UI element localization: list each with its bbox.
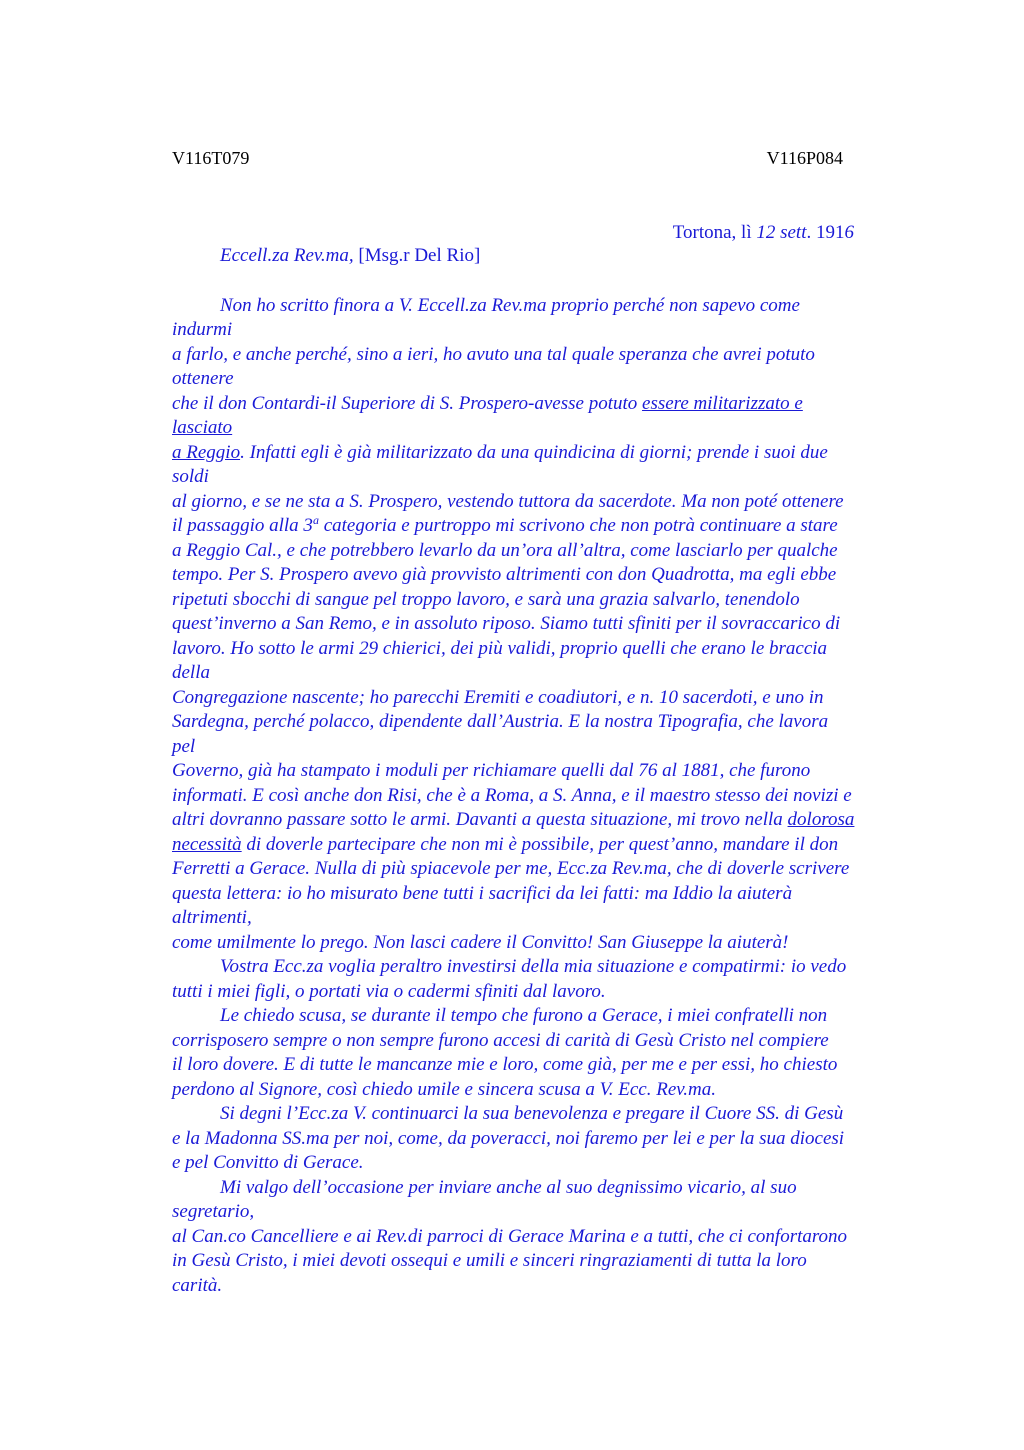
- text-segment: il passaggio alla 3: [172, 515, 313, 536]
- body-line: indurmi: [172, 319, 233, 340]
- dateline-place: Tortona, lì: [672, 222, 757, 243]
- body-line: Mi valgo dell’occasione per inviare anche al suo degnissimo vicario, al suo: [220, 1177, 797, 1198]
- body-line: [172, 441, 828, 466]
- body-line: a Reggio Cal., e che potrebbero levarlo da un’ora all’altra, come lasciarlo per qualche: [172, 540, 838, 561]
- body-line: perdono al Signore, così chiedo umile e sincera scusa a V. Ecc. Rev.ma.: [172, 1079, 717, 1100]
- body-line: Si degni l’Ecc.za V. continuarci la sua benevolenza e pregare il Cuore SS. di Gesù: [220, 1103, 844, 1124]
- text-segment: . Infatti egli è già militarizzato da una quindicina di giorni; prende i suoi due: [240, 442, 828, 463]
- body-line: tutti i miei figli, o portati via o cadermi sfiniti dal lavoro.: [172, 981, 606, 1002]
- underlined-phrase: dolorosa: [787, 809, 855, 830]
- dateline-year-digit: 6: [844, 222, 854, 243]
- dateline-sep: .: [806, 222, 816, 243]
- text-segment: che il don Contardi-il Superiore di S. Prospero-avesse potuto: [172, 393, 643, 414]
- body-line: al giorno, e se ne sta a S. Prospero, vestendo tuttora da sacerdote. Ma non poté ottenere: [172, 491, 844, 512]
- body-line: soldi: [172, 466, 209, 487]
- text-segment: altri dovranno passare sotto le armi. Davanti a questa situazione, mi trovo nella: [172, 809, 788, 830]
- body-line: come umilmente lo prego. Non lasci cadere il Convitto! San Giuseppe la aiuterà!: [172, 932, 789, 953]
- body-line: segretario,: [172, 1201, 255, 1222]
- body-line: a farlo, e anche perché, sino a ieri, ho avuto una tal quale speranza che avrei potuto: [172, 344, 815, 365]
- salutation: [220, 244, 480, 269]
- body-line: Ferretti a Gerace. Nulla di più spiacevole per me, Ecc.za Rev.ma, che di doverle scrivere: [172, 858, 850, 879]
- body-line: [172, 416, 232, 441]
- body-line: informati. E così anche don Risi, che è a Roma, a S. Anna, e il maestro stesso dei novizi e: [172, 785, 852, 806]
- body-line: della: [172, 662, 210, 683]
- body-line: e pel Convitto di Gerace.: [172, 1152, 364, 1173]
- body-line: al Can.co Cancelliere e ai Rev.di parroci di Gerace Marina e a tutti, che ci confortarono: [172, 1226, 848, 1247]
- body-line: questa lettera: io ho misurato bene tutti i sacrifici da lei fatti: ma Iddio la aiuterà: [172, 883, 793, 904]
- body-line: in Gesù Cristo, i miei devoti ossequi e umili e sinceri ringraziamenti di tutta la loro: [172, 1250, 807, 1271]
- body-line: il loro dovere. E di tutte le mancanze mie e loro, come già, per me e per essi, ho chiesto: [172, 1054, 838, 1075]
- body-line: lavoro. Ho sotto le armi 29 chierici, dei più validi, proprio quelli che erano le braccia: [172, 638, 828, 659]
- dateline: [673, 221, 854, 245]
- dateline-year: 191: [816, 222, 845, 243]
- body-line: pel: [172, 736, 196, 757]
- body-line: altrimenti,: [172, 907, 252, 928]
- text-segment: categoria e purtroppo mi scrivono che non potrà continuare a stare: [318, 515, 838, 536]
- body-line: [172, 392, 803, 417]
- right-reference-code: V116P084: [766, 148, 843, 168]
- body-line: [172, 514, 838, 539]
- body-line: ottenere: [172, 368, 234, 389]
- underlined-phrase: essere militarizzato e: [642, 393, 803, 414]
- superscript: a: [312, 513, 319, 527]
- body-line: Congregazione nascente; ho parecchi Eremiti e coadiutori, e n. 10 sacerdoti, e uno in: [172, 687, 824, 708]
- body-line: quest’inverno a San Remo, e in assoluto riposo. Siamo tutti sfiniti per il sovraccarico di: [172, 613, 841, 634]
- body-line: [172, 833, 838, 858]
- body-line: Non ho scritto finora a V. Eccell.za Rev.ma proprio perché non sapevo come: [220, 295, 800, 316]
- underlined-phrase: lasciato: [172, 417, 233, 438]
- underlined-phrase: necessità: [172, 834, 242, 855]
- body-line: [172, 808, 854, 833]
- body-line: Sardegna, perché polacco, dipendente dall’Austria. E la nostra Tipografia, che lavora: [172, 711, 829, 732]
- body-line: Governo, già ha stampato i moduli per richiamare quelli dal 76 al 1881, che furono: [172, 760, 811, 781]
- addressee: [Msg.r Del Rio]: [358, 245, 481, 266]
- dateline-day: 12 sett: [756, 222, 807, 243]
- body-line: corrisposero sempre o non sempre furono accesi di carità di Gesù Cristo nel compiere: [172, 1030, 829, 1051]
- body-line: carità.: [172, 1275, 223, 1296]
- body-line: ripetuti sbocchi di sangue pel troppo lavoro, e sarà una grazia salvarlo, tenendolo: [172, 589, 800, 610]
- body-line: Vostra Ecc.za voglia peraltro investirsi della mia situazione e compatirmi: io vedo: [220, 956, 847, 977]
- left-reference-code: V116T079: [172, 148, 250, 168]
- body-line: tempo. Per S. Prospero avevo già provvisto altrimenti con don Quadrotta, ma egli ebbe: [172, 564, 837, 585]
- underlined-phrase: a Reggio: [172, 442, 241, 463]
- body-line: e la Madonna SS.ma per noi, come, da poveracci, noi faremo per lei e per la sua diocesi: [172, 1128, 845, 1149]
- text-segment: di doverle partecipare che non mi è possibile, per quest’anno, mandare il don: [241, 834, 839, 855]
- salutation-text: Eccell.za Rev.ma,: [220, 245, 354, 266]
- body-line: Le chiedo scusa, se durante il tempo che furono a Gerace, i miei confratelli non: [220, 1005, 828, 1026]
